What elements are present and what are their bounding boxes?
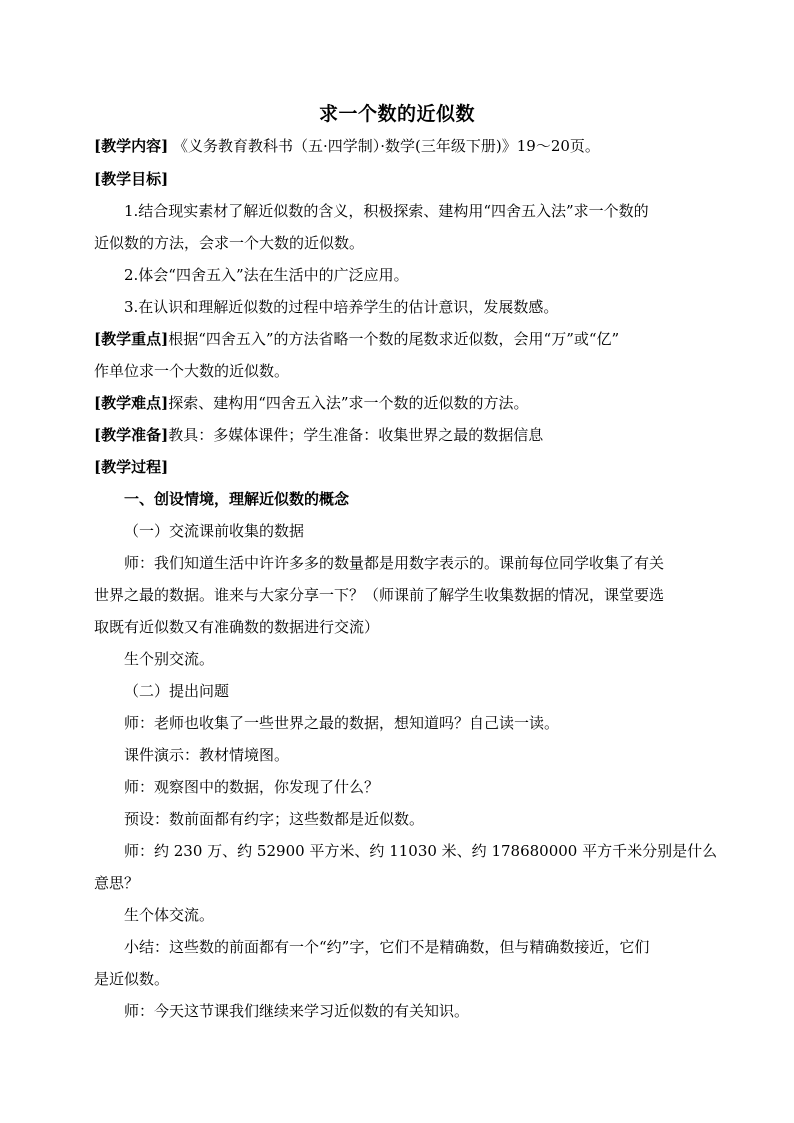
p9-line1: 小结：这些数的前面都有一个“约”字，它们不是精确数，但与精确数接近，它们 [124, 938, 650, 956]
prep-label: [教学准备] [94, 426, 169, 444]
key-line2: 作单位求一个大数的近似数。 [94, 362, 290, 380]
p9-line2: 是近似数。 [94, 970, 170, 988]
goals-label: [教学目标] [94, 170, 169, 188]
key-text: 根据“四舍五入”的方法省略一个数的尾数求近似数，会用“万”或“亿” [168, 330, 620, 348]
content-line [94, 136, 702, 156]
difficulty-text: 探索、建构用“四舍五入法”求一个数的近似数的方法。 [168, 394, 529, 412]
key-label: [教学重点] [94, 330, 169, 348]
p2: 生个别交流。 [124, 650, 215, 668]
p6: 预设：数前面都有约字；这些数都是近似数。 [124, 810, 425, 828]
p5: 师：观察图中的数据，你发现了什么？ [124, 778, 380, 796]
sub2-heading: （二）提出问题 [124, 682, 230, 700]
sub1-heading: （一）交流课前收集的数据 [124, 522, 305, 540]
goal2: 2.体会“四舍五入”法在生活中的广泛应用。 [124, 266, 409, 284]
p4: 课件演示：教材情境图。 [124, 746, 290, 764]
section1-heading: 一、创设情境，理解近似数的概念 [124, 490, 350, 508]
p7-line2: 意思？ [94, 874, 140, 892]
p8: 生个体交流。 [124, 906, 215, 924]
prep-line [94, 425, 702, 445]
content-label: [教学内容] [94, 137, 169, 155]
p1-line3: 取既有近似数又有准确数的数据进行交流） [94, 618, 380, 636]
goal1-line1: 1.结合现实素材了解近似数的含义，积极探索、建构用“四舍五入法”求一个数的 [124, 202, 649, 220]
difficulty-label: [教学难点] [94, 394, 169, 412]
p1-line2: 世界之最的数据。谁来与大家分享一下？（师课前了解学生收集数据的情况，课堂要选 [94, 586, 665, 604]
difficulty-line [94, 393, 702, 413]
p7-line1: 师：约 230 万、约 52900 平方米、约 11030 米、约 178680000 平方千米分别是什么 [124, 842, 718, 860]
prep-text: 教具：多媒体课件；学生准备：收集世界之最的数据信息 [168, 426, 544, 444]
p3: 师：老师也收集了一些世界之最的数据，想知道吗？自己读一读。 [124, 714, 560, 732]
key-line1 [94, 329, 702, 349]
p10: 师：今天这节课我们继续来学习近似数的有关知识。 [124, 1002, 470, 1020]
goal1-line2: 近似数的方法，会求一个大数的近似数。 [94, 234, 365, 252]
content-text: 《义务教育教科书（五·四学制）·数学(三年级下册)》19～20页。 [172, 137, 600, 155]
process-label: [教学过程] [94, 458, 169, 476]
page-title: 求一个数的近似数 [318, 103, 475, 125]
p1-line1: 师：我们知道生活中许许多多的数量都是用数字表示的。课前每位同学收集了有关 [124, 554, 665, 572]
goal3: 3.在认识和理解近似数的过程中培养学生的估计意识，发展数感。 [124, 298, 559, 316]
